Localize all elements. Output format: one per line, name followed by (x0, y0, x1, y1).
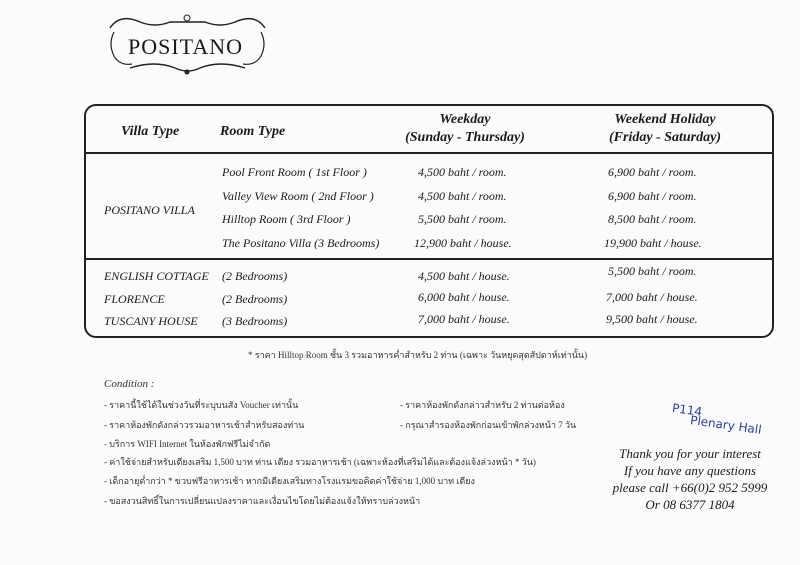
header-weekend: Weekend Holiday (614, 112, 716, 127)
condition-title: Condition : (104, 378, 155, 390)
room-type-cell: Valley View Room ( 2nd Floor ) (222, 189, 374, 203)
contact-thanks: Thank you for your interest (619, 446, 761, 461)
villa-name-cell: FLORENCE (104, 292, 165, 306)
weekend-rate-cell: 6,900 baht / room. (608, 189, 697, 203)
room-type-cell: (2 Bedrooms) (222, 269, 288, 283)
room-type-cell: Pool Front Room ( 1st Floor ) (222, 165, 367, 179)
weekend-rate-cell: 19,900 baht / house. (604, 236, 702, 250)
section-divider (86, 258, 772, 260)
condition-item: - บริการ WIFI Internet ในห้องพักฟรีไม่จำกัด (104, 439, 271, 449)
header-room-type: Room Type (220, 124, 286, 139)
brand-name: POSITANO (128, 34, 244, 59)
room-type-cell: (3 Bedrooms) (222, 314, 288, 328)
weekday-rate-cell: 7,000 baht / house. (418, 312, 510, 326)
condition-item: - ราคาห้องพักดังกล่าวสำหรับ 2 ท่านต่อห้อง (400, 400, 565, 410)
contact-mobile: Or 08 6377 1804 (645, 497, 735, 512)
header-villa-type: Villa Type (121, 124, 180, 139)
room-type-cell: The Positano Villa (3 Bedrooms) (222, 236, 380, 250)
weekday-rate-cell: 4,500 baht / room. (418, 189, 507, 203)
condition-item: - เด็กอายุต่ำกว่า * ขวบฟรีอาหารเช้า หากมีเตียงเสริมทางโรงแรมขอคิดค่าใช้จ่าย 1,000 บาท เตียง (104, 476, 475, 486)
header-divider (86, 152, 772, 154)
weekend-rate-cell: 7,000 baht / house. (606, 290, 698, 304)
contact-phone: please call +66(0)2 952 5999 (612, 480, 768, 495)
villa-name-cell: TUSCANY HOUSE (104, 314, 198, 328)
weekend-rate-cell: 8,500 baht / room. (608, 212, 697, 226)
villa-positano-label: POSITANO VILLA (104, 203, 195, 217)
weekday-rate-cell: 5,500 baht / room. (418, 212, 507, 226)
weekend-rate-cell: 5,500 baht / room. (608, 264, 697, 278)
weekday-rate-cell: 4,500 baht / room. (418, 165, 507, 179)
villa-name-cell: ENGLISH COTTAGE (104, 269, 209, 283)
weekend-rate-cell: 9,500 baht / house. (606, 312, 698, 326)
header-weekend-days: (Friday - Saturday) (609, 130, 721, 145)
room-type-cell: (2 Bedrooms) (222, 292, 288, 306)
footnote: * ราคา Hilltop Room ชั้น 3 รวมอาหารค่ำสำหรับ 2 ท่าน (เฉพาะ วันหยุดสุดสัปดาห์เท่านั้น) (248, 350, 588, 360)
header-weekday-days: (Sunday - Thursday) (405, 130, 525, 145)
condition-item: - กรุณาสำรองห้องพักก่อนเข้าพักล่วงหน้า 7 วัน (400, 420, 577, 430)
condition-item: - ราคานี้ใช้ได้ในช่วงวันที่ระบุบนสัง Voucher เท่านั้น (104, 400, 299, 410)
weekend-rate-cell: 6,900 baht / room. (608, 165, 697, 179)
room-type-cell: Hilltop Room ( 3rd Floor ) (222, 212, 351, 226)
weekday-rate-cell: 12,900 baht / house. (414, 236, 512, 250)
handwritten-note-room: P114 (671, 400, 703, 420)
header-weekday: Weekday (439, 112, 491, 127)
weekday-rate-cell: 4,500 baht / house. (418, 269, 510, 283)
handwritten-note-hall: Plenary Hall (689, 413, 763, 437)
condition-item: - ขอสงวนสิทธิ์ในการเปลี่ยนแปลงราคาและเงื่อนไขโดยไม่ต้องแจ้งให้ทราบล่วงหน้า (104, 496, 421, 506)
condition-item: - ราคาห้องพักดังกล่าวรวมอาหารเช้าสำหรับสองท่าน (104, 420, 305, 430)
weekday-rate-cell: 6,000 baht / house. (418, 290, 510, 304)
contact-questions: If you have any questions (623, 463, 757, 478)
condition-item: - ค่าใช้จ่ายสำหรับเตียงเสริม 1,500 บาท ท่าน เตียง รวมอาหารเช้า (เฉพาะห้องที่เสริมได้และต้องแจ้งล่วงหน้า * วัน) (104, 457, 536, 467)
